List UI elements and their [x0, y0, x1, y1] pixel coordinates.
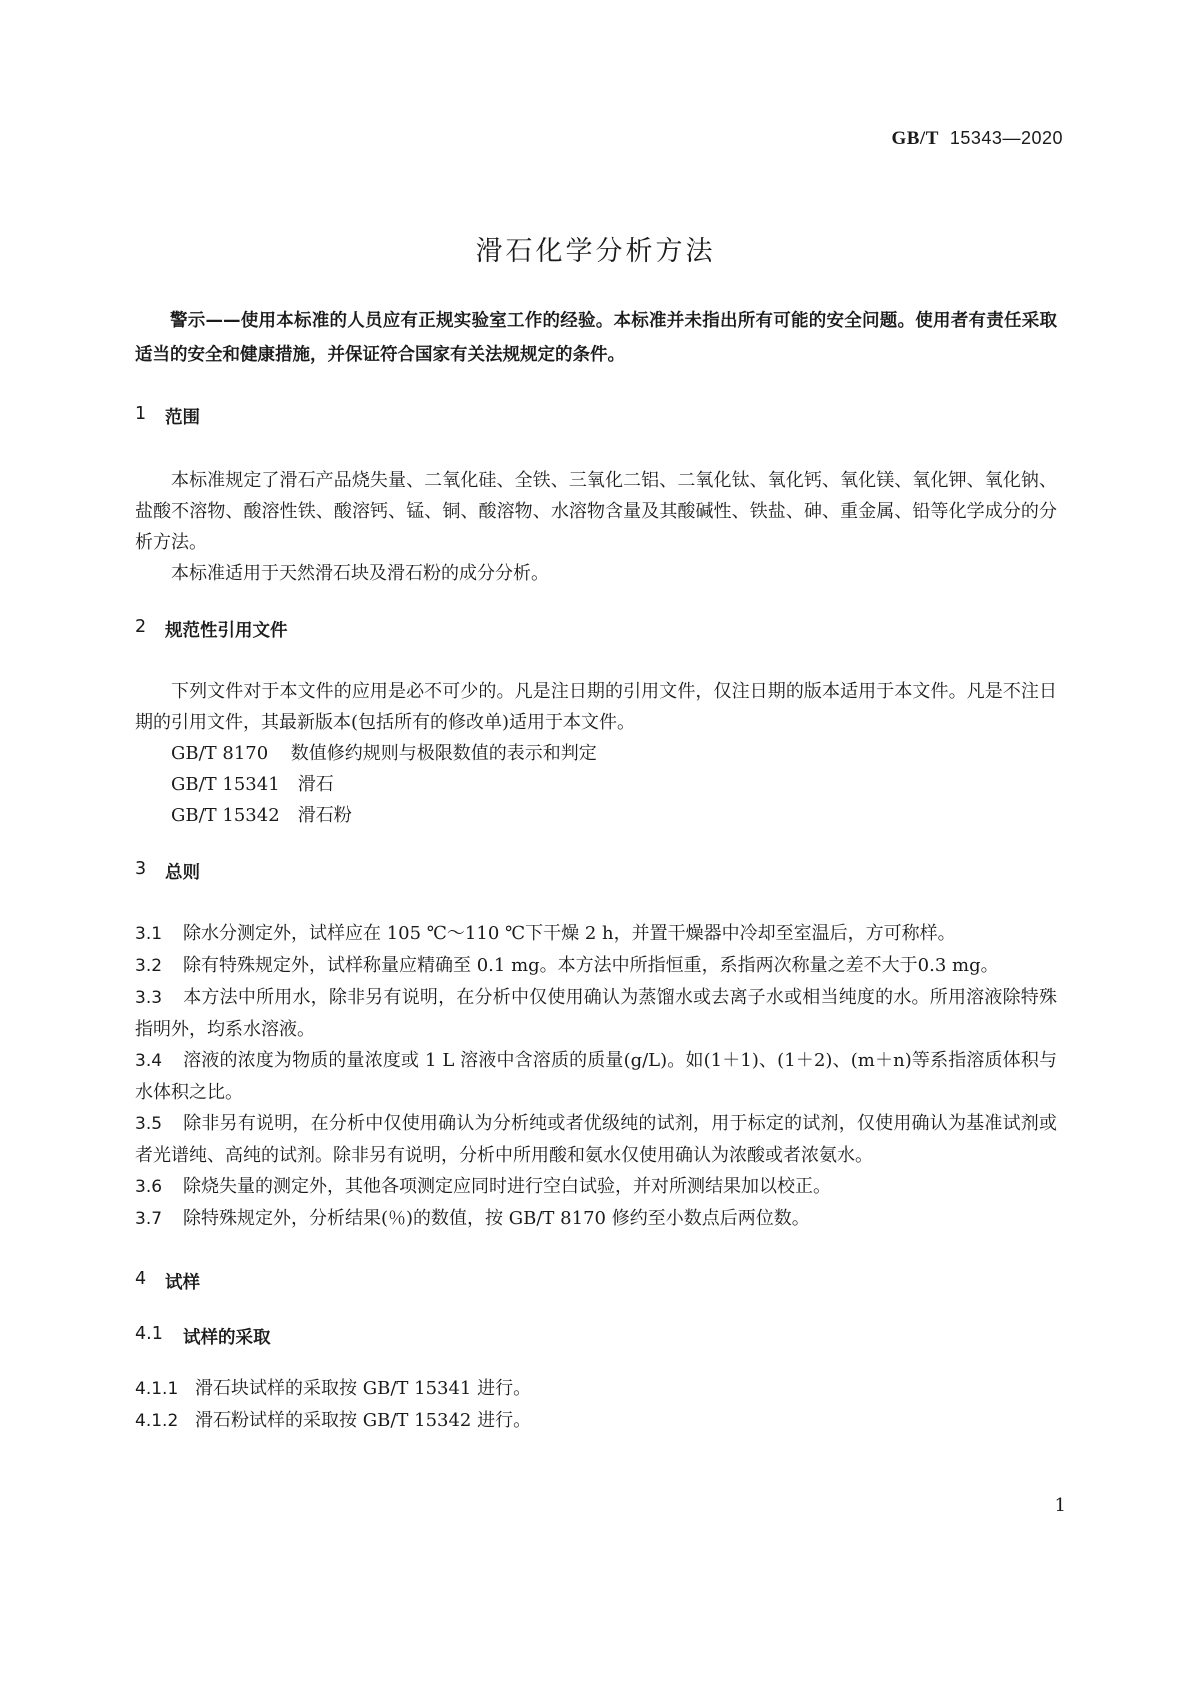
section-2-heading — [135, 617, 1057, 642]
clause — [135, 1373, 1057, 1405]
standard-code — [891, 128, 1063, 150]
clause-text: 滑石块试样的采取按 GB/T 15341 进行。 — [195, 1378, 532, 1399]
clause-number: 4.1.2 — [135, 1411, 179, 1431]
clause — [135, 1171, 1057, 1203]
clause-number: 3.7 — [135, 1209, 163, 1229]
subsection-title: 试样的采取 — [183, 1328, 271, 1348]
section-title: 试样 — [165, 1273, 200, 1293]
section-title: 总则 — [165, 863, 200, 883]
clause — [135, 1203, 1057, 1235]
clause — [135, 1108, 1057, 1171]
standard-prefix: GB/T — [891, 128, 939, 149]
clause-number: 3.2 — [135, 956, 163, 976]
subsection-4-1-heading — [135, 1324, 1057, 1349]
section-number: 2 — [135, 617, 147, 637]
subsection-number: 4.1 — [135, 1324, 163, 1344]
clause — [135, 1405, 1057, 1437]
clause-number: 3.1 — [135, 924, 163, 944]
clause-number: 3.3 — [135, 988, 163, 1008]
clause-text: 除有特殊规定外，试样称量应精确至 0.1 mg。本方法中所指恒重，系指两次称量之差不大于0.3 mg。 — [183, 955, 999, 976]
paragraph: 本标准适用于天然滑石块及滑石粉的成分分析。 — [171, 563, 549, 584]
safety-warning: 警示——使用本标准的人员应有正规实验室工作的经验。本标准并未指出所有可能的安全问题。使用者有责任采取适当的安全和健康措施，并保证符合国家有关法规规定的条件。 — [135, 311, 1057, 365]
reference-item — [135, 800, 1057, 831]
reference-title: 滑石 — [297, 774, 334, 795]
document-body — [135, 304, 1057, 1437]
clause-number: 3.6 — [135, 1177, 163, 1197]
document-title: 滑石化学分析方法 — [475, 236, 716, 267]
section-title: 范围 — [165, 408, 200, 428]
reference-title: 数值修约规则与极限数值的表示和判定 — [290, 743, 597, 764]
reference-item — [135, 769, 1057, 800]
clause-text: 除特殊规定外，分析结果(％)的数值，按 GB/T 8170 修约至小数点后两位数。 — [183, 1208, 810, 1229]
section-1-heading — [135, 404, 1057, 429]
clause — [135, 1045, 1057, 1108]
paragraph: 本标准规定了滑石产品烧失量、二氧化硅、全铁、三氧化二铝、二氧化钛、氧化钙、氧化镁、氧化钾、氧化钠、盐酸不溶物、酸溶性铁、酸溶钙、锰、铜、酸溶物、水溶物含量及其酸碱性、铁盐、砷、重金属、铅等化学成分的分析方法。 — [135, 470, 1057, 553]
section-4-heading — [135, 1269, 1057, 1294]
section-number: 4 — [135, 1269, 147, 1289]
clause-text: 除水分测定外，试样应在 105 ℃～110 ℃下干燥 2 h，并置干燥器中冷却至室温后，方可称样。 — [183, 923, 956, 944]
section-3-heading — [135, 859, 1057, 884]
clause — [135, 982, 1057, 1045]
section-number: 3 — [135, 859, 147, 879]
reference-code: GB/T 8170 — [171, 743, 269, 764]
reference-title: 滑石粉 — [297, 805, 352, 826]
clause-number: 3.4 — [135, 1051, 163, 1071]
clause-text: 除非另有说明，在分析中仅使用确认为分析纯或者优级纯的试剂，用于标定的试剂，仅使用确认为基准试剂或者光谱纯、高纯的试剂。除非另有说明，分析中所用酸和氨水仅使用确认为浓酸或者浓氨水。 — [135, 1113, 1057, 1166]
clause — [135, 950, 1057, 982]
reference-code: GB/T 15341 — [171, 774, 280, 795]
clause-text: 滑石粉试样的采取按 GB/T 15342 进行。 — [195, 1410, 532, 1431]
clause-text: 溶液的浓度为物质的量浓度或 1 L 溶液中含溶质的质量(g/L)。如(1＋1)、(1＋2)、(m＋n)等系指溶质体积与水体积之比。 — [135, 1050, 1057, 1103]
standard-number: 15343—2020 — [949, 128, 1063, 148]
clause-text: 除烧失量的测定外，其他各项测定应同时进行空白试验，并对所测结果加以校正。 — [183, 1176, 831, 1197]
clause — [135, 918, 1057, 950]
reference-item — [135, 738, 1057, 769]
section-title: 规范性引用文件 — [165, 621, 288, 641]
clause-number: 4.1.1 — [135, 1379, 179, 1399]
section-number: 1 — [135, 404, 147, 424]
paragraph: 下列文件对于本文件的应用是必不可少的。凡是注日期的引用文件，仅注日期的版本适用于本文件。凡是不注日期的引用文件，其最新版本(包括所有的修改单)适用于本文件。 — [135, 681, 1057, 733]
reference-code: GB/T 15342 — [171, 805, 280, 826]
clause-number: 3.5 — [135, 1114, 163, 1134]
clause-text: 本方法中所用水，除非另有说明，在分析中仅使用确认为蒸馏水或去离子水或相当纯度的水。所用溶液除特殊指明外，均系水溶液。 — [135, 987, 1057, 1040]
page-number: 1 — [1054, 1495, 1066, 1516]
